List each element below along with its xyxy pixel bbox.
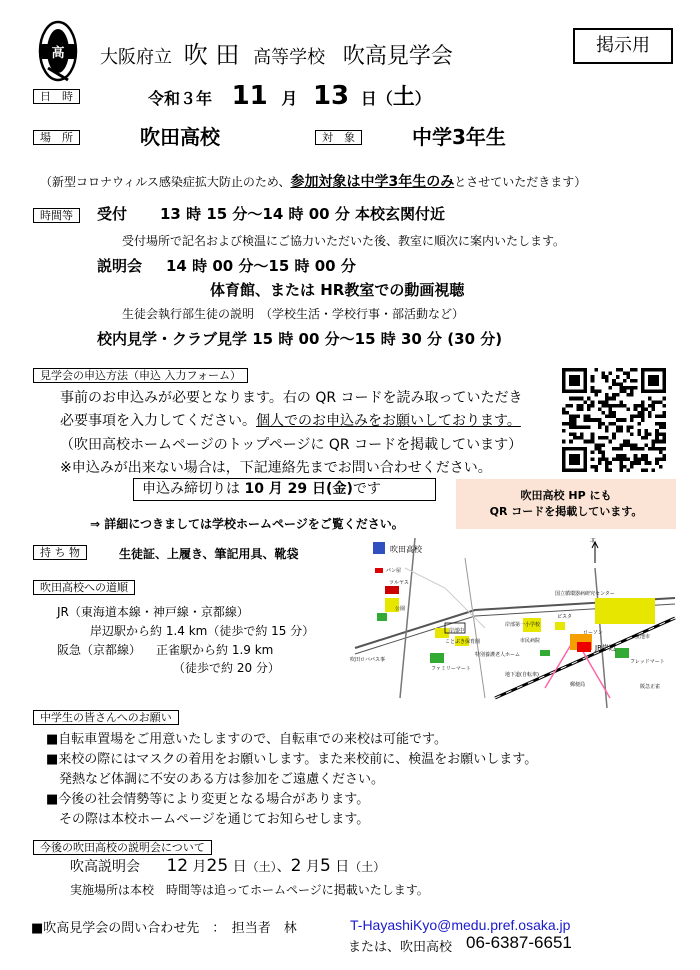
application-line2-b: 個人でのお申込みをお願いしております。 [256,413,521,429]
deadline-close: ) [346,481,353,497]
future-note: 実施場所は本校 時間等は追ってホームページに掲載いたします。 [70,883,429,897]
application-line2-a: 必要事項を入力してください。 [60,413,256,429]
map-label-0: パン屋 [386,568,402,574]
request-item-1: ■来校の際にはマスクの着用をお願いします。また来校前に、検温をお願いします。 [46,752,538,767]
belongings-label: 持 ち 物 [33,545,87,560]
map-label-8: 特別養護老人ホーム [475,652,521,658]
map-label-17: 阪急正雀 [640,684,661,690]
covid-note-emphasis: 参加対象は中学3年生のみ [290,174,455,190]
date-month-unit: 月 [281,89,298,108]
contact-email[interactable]: T-HayashiKyo@medu.pref.osaka.jp [350,917,571,933]
application-line3: （吹田高校ホームページのトップページに QR コードを掲載しています） [60,437,523,453]
covid-note [40,171,586,191]
map-label-4: 岸部中 [449,628,465,634]
map-label-16: フレッドマート [630,659,665,665]
svg-text:高: 高 [51,46,65,61]
date-day: 13 [312,81,350,111]
request-item-2: 発熱など体調に不安のある方は参加をご遠慮ください。 [59,772,385,787]
covid-note-before: （新型コロナウィルス感染症拡大防止のため、 [40,175,291,189]
hankyu-route: 正雀駅から約 1.9 km [156,643,274,657]
reception-note: 受付場所で記名および検温にご協力いただいた後、教室に順次に案内いたします。 [122,234,566,248]
future-day-unit-2: 日 [330,859,350,875]
application-label: 見学会の申込方法（申込 入力フォーム） [33,368,248,383]
requests-label: 中学生の皆さんへのお願い [33,710,179,725]
event-title: 吹高見学会 [342,44,453,69]
map-label-7: ファミリーマート [431,666,471,672]
map-label-3: 国立循環器病研究センター [555,591,615,597]
hp-note: ⇒ 詳細につきましては学校ホームページをご覧ください。 [90,517,404,531]
hankyu-walk: （徒歩で約 20 分） [173,661,280,675]
belongings-value: 生徒証、上履き、筆記用具、靴袋 [119,547,299,561]
briefing-note: 生徒会執行部生徒の説明 （学校生活・学校行事・部活動など） [122,307,465,321]
map-label-1: ツルヤス [389,580,409,586]
map-label-2: 公園 [395,606,406,612]
request-item-4: その際は本校ホームページを通じてお知らせします。 [59,812,370,827]
qr-note-box [456,479,676,529]
qr-note-line1: 吹田高校 HP にも [520,489,612,502]
target-value: 中学3年生 [412,125,506,149]
map-label-18: 蛍池市 [635,634,651,640]
tour-schedule: 校内見学・クラブ見学 15 時 00 分～15 時 30 分 (30 分) [97,330,503,348]
future-date1-month: 12 [166,856,189,876]
future-sep: 、 [276,859,291,875]
deadline-box [133,478,436,501]
directions-label: 吹田高校への道順 [33,580,135,595]
deadline-date: 10 月 29 日( [244,481,333,497]
hankyu-line: 阪急（京都線） [57,643,142,657]
future-label: 今後の吹田高校の説明会について [33,840,212,855]
deadline-weekday: 金 [332,481,347,497]
notice-label: 掲示用 [573,28,673,64]
application-line1: 事前のお申込みが必要となります。右の QR コードを読み取っていただき [60,390,523,406]
schedule-label: 時間等 [33,208,80,223]
contact-label: ■吹高見学会の問い合わせ先 ： 担当者 林 [31,921,297,936]
school-type: 高等学校 [253,47,326,68]
future-date1-day: 25 [206,856,229,876]
map-label-11: 市民病院 [520,638,541,644]
qr-code[interactable] [562,368,666,476]
map-label-14: 地下道(自転車) [505,672,539,678]
covid-note-after: とさせていただきます） [454,175,587,189]
map-label-12: ローソン [583,630,603,636]
jr-line: JR（東海道本線・神戸線・京都線） [57,605,249,619]
future-date2-month: 2 [290,856,302,876]
future-weekday-1: （土） [246,860,277,874]
deadline-text-a: 申込み締切りは [142,481,245,497]
future-weekday-2: （土） [349,860,386,874]
target-label: 対 象 [315,130,362,145]
briefing-time: 14 時 00 分～15 時 00 分 [166,257,356,275]
map-north-label: 北 [590,538,597,544]
jr-route: 岸辺駅から約 1.4 km（徒歩で約 15 分） [90,624,315,638]
date-era: 令和３年 [148,89,213,108]
school-logo [32,18,84,84]
request-item-3: ■今後の社会情勢等により変更となる場合があります。 [46,792,370,807]
venue-label: 場 所 [33,130,80,145]
briefing-place: 体育館、または HR教室での動画視聴 [210,281,465,299]
map-label-9: 岸部第一小学校 [505,622,541,628]
map-label-15: 郵便局 [570,682,586,688]
qr-note-line2: QR コードを掲載しています。 [489,505,643,518]
future-month-unit-2: 月 [301,859,320,875]
map-label-5: ことぶき保育園 [445,639,481,645]
map-label-6: 吹田ロバパス事 [350,657,386,663]
deadline-text-e: です [352,481,381,497]
future-title: 吹高説明会 [70,859,140,875]
access-map[interactable] [345,538,685,708]
future-month-unit-1: 月 [188,859,207,875]
future-dates [70,856,385,876]
school-name: 吹 田 [183,41,240,69]
date-close: ） [414,89,431,108]
application-line4: ※申込みが出来ない場合は，下記連絡先までお問い合わせください。 [60,460,492,476]
future-date2-day: 5 [319,856,331,876]
briefing-title: 説明会 [97,257,143,275]
date-weekday: 土 [392,85,415,110]
contact-phone[interactable]: 06-6387-6651 [466,933,572,952]
map-school-label: 吹田高校 [390,545,422,554]
contact-alt: または、吹田高校 [348,940,453,955]
reception-time: 13 時 15 分～14 時 00 分 本校玄関付近 [160,205,446,223]
date-label: 日 時 [33,89,80,104]
reception-title: 受付 [97,205,128,223]
application-line2 [60,410,521,430]
map-label-10: ビスタ [557,614,573,620]
map-label-13: JR岸辺 [595,644,616,652]
venue-value: 吹田高校 [140,125,220,149]
date-day-unit: 日（ [360,89,393,108]
request-item-0: ■自転車置場をご用意いたしますので、自転車での来校は可能です。 [46,732,447,747]
future-day-unit-1: 日 [228,859,247,875]
date-month: 11 [231,81,268,111]
school-prefix: 大阪府立 [100,47,172,68]
